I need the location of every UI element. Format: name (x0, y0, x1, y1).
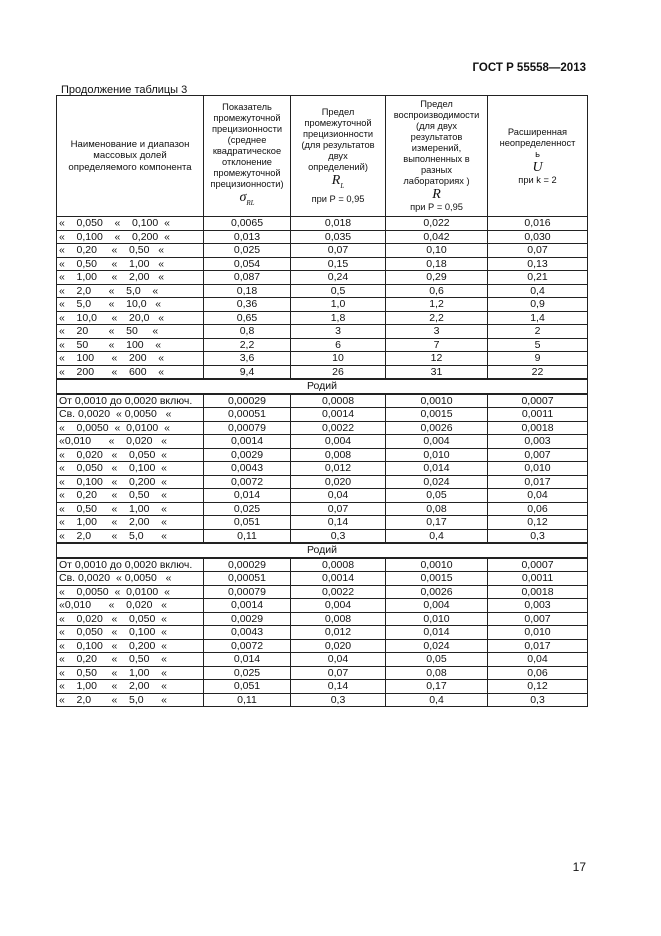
value-cell: 0,0026 (386, 585, 488, 599)
header-line: измерений, (411, 143, 462, 153)
value-cell: 0,17 (386, 680, 488, 694)
value-cell: 0,65 (204, 311, 291, 325)
value-cell: 0,0072 (204, 475, 291, 489)
table-row (57, 693, 588, 707)
table-row (57, 585, 588, 599)
header-line: выполненных в (403, 154, 470, 164)
value-cell: 0,18 (204, 284, 291, 298)
value-cell: 0,4 (488, 284, 588, 298)
value-cell: 0,003 (488, 599, 588, 613)
value-cell: 0,004 (291, 599, 386, 613)
header-reproducibility-limit (386, 96, 488, 217)
value-cell: 0,087 (204, 271, 291, 285)
value-cell: 0,07 (291, 502, 386, 516)
value-cell: 0,15 (291, 257, 386, 271)
value-cell: 0,010 (386, 612, 488, 626)
header-line: определяемого компонента (68, 161, 192, 173)
value-cell: 0,9 (488, 298, 588, 312)
header-line: ь (535, 148, 540, 159)
table-row (57, 612, 588, 626)
value-cell: 0,00079 (204, 421, 291, 435)
value-cell: 0,007 (488, 612, 588, 626)
value-cell: 0,017 (488, 639, 588, 653)
header-note: при Р = 0,95 (311, 193, 365, 204)
header-line: прецизионности (302, 129, 374, 140)
range-cell: « 0,050 « 0,100 « (57, 462, 204, 476)
value-cell: 22 (488, 365, 588, 379)
range-cell: « 2,0 « 5,0 « (57, 284, 204, 298)
section-header-row (57, 379, 588, 394)
value-cell: 0,0015 (386, 572, 488, 586)
value-cell: 0,0007 (488, 394, 588, 408)
value-cell: 0,21 (488, 271, 588, 285)
table-row (57, 257, 588, 271)
value-cell: 0,014 (386, 462, 488, 476)
value-cell: 0,025 (204, 502, 291, 516)
header-line: результатов (410, 132, 463, 142)
value-cell: 0,06 (488, 502, 588, 516)
range-cell: « 2,0 « 5,0 « (57, 529, 204, 543)
value-cell: 1,2 (386, 298, 488, 312)
table-row (57, 626, 588, 640)
table-row (57, 529, 588, 543)
table-row (57, 325, 588, 339)
range-cell: « 1,00 « 2,00 « (57, 516, 204, 530)
range-cell: «0,010 « 0,020 « (57, 599, 204, 613)
value-cell: 1,8 (291, 311, 386, 325)
value-cell: 0,007 (488, 448, 588, 462)
value-cell: 0,00079 (204, 585, 291, 599)
value-cell: 0,12 (488, 680, 588, 694)
value-cell: 0,010 (386, 448, 488, 462)
header-line: (среднее (227, 134, 267, 145)
value-cell: 9,4 (204, 365, 291, 379)
value-cell: 0,04 (488, 653, 588, 667)
table-row (57, 311, 588, 325)
range-cell: « 0,100 « 0,200 « (57, 475, 204, 489)
value-cell: 0,004 (386, 599, 488, 613)
section-header-row (57, 543, 588, 558)
table-row (57, 298, 588, 312)
value-cell: 0,0043 (204, 462, 291, 476)
table-row (57, 516, 588, 530)
range-cell: « 0,020 « 0,050 « (57, 448, 204, 462)
value-cell: 10 (291, 352, 386, 366)
section-title: Родий (57, 379, 588, 394)
value-cell: 0,012 (291, 626, 386, 640)
header-line: двух (328, 151, 348, 162)
value-cell: 0,0072 (204, 639, 291, 653)
value-cell: 0,020 (291, 475, 386, 489)
value-cell: 0,0015 (386, 408, 488, 422)
value-cell: 0,0010 (386, 558, 488, 572)
header-line: Наименование и диапазон (70, 138, 190, 150)
table-row (57, 639, 588, 653)
value-cell: 3,6 (204, 352, 291, 366)
header-symbol: $R_L$ (331, 173, 345, 190)
value-cell: 0,3 (291, 529, 386, 543)
value-cell: 0,11 (204, 693, 291, 707)
table-row (57, 284, 588, 298)
value-cell: 0,8 (204, 325, 291, 339)
value-cell: 0,3 (488, 529, 588, 543)
value-cell: 3 (386, 325, 488, 339)
value-cell: 0,0014 (204, 435, 291, 449)
header-line: лабораториях ) (403, 176, 470, 186)
table-row (57, 271, 588, 285)
table-row (57, 489, 588, 503)
table-row (57, 244, 588, 258)
section-title: Родий (57, 543, 588, 558)
value-cell: 0,030 (488, 230, 588, 244)
table-row (57, 502, 588, 516)
value-cell: 0,10 (386, 244, 488, 258)
value-cell: 0,0043 (204, 626, 291, 640)
value-cell: 0,0022 (291, 585, 386, 599)
range-cell: « 100 « 200 « (57, 352, 204, 366)
value-cell: 12 (386, 352, 488, 366)
range-cell: « 0,020 « 0,050 « (57, 612, 204, 626)
range-cell: « 0,0050 « 0,0100 « (57, 585, 204, 599)
value-cell: 0,0029 (204, 612, 291, 626)
header-symbol-subscript: RL (246, 198, 255, 207)
value-cell: 0,003 (488, 435, 588, 449)
header-line: квадратическое (212, 145, 282, 156)
header-expanded-uncertainty (488, 96, 588, 217)
value-cell: 0,12 (488, 516, 588, 530)
range-cell: « 0,100 « 0,200 « (57, 639, 204, 653)
range-cell: « 0,0050 « 0,0100 « (57, 421, 204, 435)
header-intermediate-limit (291, 96, 386, 217)
header-row (57, 96, 588, 217)
header-line: Показатель (222, 101, 272, 112)
value-cell: 2,2 (204, 338, 291, 352)
value-cell: 0,035 (291, 230, 386, 244)
table-row (57, 365, 588, 379)
header-symbol: $\sigma_{RL}$ (239, 189, 255, 207)
range-cell: « 0,50 « 1,00 « (57, 502, 204, 516)
value-cell: 0,010 (488, 626, 588, 640)
table-row (57, 435, 588, 449)
value-cell: 0,051 (204, 516, 291, 530)
value-cell: 0,025 (204, 666, 291, 680)
precision-table (56, 95, 588, 707)
value-cell: 0,014 (204, 489, 291, 503)
range-cell: От 0,0010 до 0,0020 включ. (57, 394, 204, 408)
range-cell: « 200 « 600 « (57, 365, 204, 379)
value-cell: 0,04 (488, 489, 588, 503)
header-line: массовых долей (93, 150, 167, 162)
range-cell: « 0,100 « 0,200 « (57, 230, 204, 244)
range-cell: « 10,0 « 20,0 « (57, 311, 204, 325)
value-cell: 0,04 (291, 653, 386, 667)
table-row (57, 599, 588, 613)
value-cell: 0,0011 (488, 572, 588, 586)
value-cell: 1,0 (291, 298, 386, 312)
range-cell: « 0,050 « 0,100 « (57, 626, 204, 640)
value-cell: 0,0018 (488, 585, 588, 599)
value-cell: 9 (488, 352, 588, 366)
table-row (57, 680, 588, 694)
value-cell: 0,14 (291, 516, 386, 530)
value-cell: 0,07 (488, 244, 588, 258)
value-cell: 0,14 (291, 680, 386, 694)
table-row (57, 394, 588, 408)
value-cell: 0,05 (386, 489, 488, 503)
table-row (57, 462, 588, 476)
range-cell: « 20 « 50 « (57, 325, 204, 339)
header-line: прецизионности (211, 123, 283, 134)
value-cell: 0,05 (386, 653, 488, 667)
document-code: ГОСТ Р 55558—2013 (472, 62, 586, 74)
value-cell: 0,36 (204, 298, 291, 312)
value-cell: 2,2 (386, 311, 488, 325)
header-line: Предел (420, 99, 453, 109)
table-caption: Продолжение таблицы 3 (61, 84, 188, 96)
range-cell: « 0,050 « 0,100 « (57, 217, 204, 231)
header-line: Расширенная (507, 126, 568, 137)
table-row (57, 572, 588, 586)
value-cell: 0,0010 (386, 394, 488, 408)
value-cell: 0,0029 (204, 448, 291, 462)
header-line: Предел (321, 107, 355, 118)
value-cell: 0,020 (291, 639, 386, 653)
value-cell: 0,024 (386, 639, 488, 653)
value-cell: 0,051 (204, 680, 291, 694)
value-cell: 0,0007 (488, 558, 588, 572)
value-cell: 0,6 (386, 284, 488, 298)
value-cell: 0,004 (386, 435, 488, 449)
value-cell: 0,08 (386, 502, 488, 516)
value-cell: 0,04 (291, 489, 386, 503)
value-cell: 0,00029 (204, 394, 291, 408)
table-row (57, 352, 588, 366)
value-cell: 0,025 (204, 244, 291, 258)
value-cell: 0,016 (488, 217, 588, 231)
value-cell: 0,024 (386, 475, 488, 489)
table-row (57, 230, 588, 244)
value-cell: 0,4 (386, 693, 488, 707)
value-cell: 0,0014 (291, 408, 386, 422)
value-cell: 2 (488, 325, 588, 339)
value-cell: 0,0008 (291, 558, 386, 572)
header-intermediate-precision (204, 96, 291, 217)
value-cell: 31 (386, 365, 488, 379)
header-line: неопределенност (499, 137, 576, 148)
value-cell: 0,004 (291, 435, 386, 449)
table-row (57, 558, 588, 572)
value-cell: 0,042 (386, 230, 488, 244)
header-note: при k = 2 (518, 174, 557, 185)
value-cell: 0,0026 (386, 421, 488, 435)
value-cell: 0,5 (291, 284, 386, 298)
value-cell: 0,11 (204, 529, 291, 543)
range-cell: « 1,00 « 2,00 « (57, 271, 204, 285)
value-cell: 0,010 (488, 462, 588, 476)
value-cell: 0,012 (291, 462, 386, 476)
value-cell: 0,054 (204, 257, 291, 271)
value-cell: 6 (291, 338, 386, 352)
value-cell: 0,07 (291, 244, 386, 258)
value-cell: 5 (488, 338, 588, 352)
range-cell: « 0,20 « 0,50 « (57, 653, 204, 667)
range-cell: « 2,0 « 5,0 « (57, 693, 204, 707)
range-cell: От 0,0010 до 0,0020 включ. (57, 558, 204, 572)
value-cell: 0,24 (291, 271, 386, 285)
value-cell: 0,06 (488, 666, 588, 680)
value-cell: 0,022 (386, 217, 488, 231)
value-cell: 0,29 (386, 271, 488, 285)
table-row (57, 666, 588, 680)
header-line: (для двух (415, 121, 458, 131)
range-cell: «0,010 « 0,020 « (57, 435, 204, 449)
value-cell: 0,07 (291, 666, 386, 680)
value-cell: 0,018 (291, 217, 386, 231)
value-cell: 0,13 (488, 257, 588, 271)
value-cell: 1,4 (488, 311, 588, 325)
value-cell: 0,013 (204, 230, 291, 244)
value-cell: 0,08 (386, 666, 488, 680)
header-line: (для результатов (301, 140, 375, 151)
table-row (57, 408, 588, 422)
value-cell: 26 (291, 365, 386, 379)
range-cell: « 0,20 « 0,50 « (57, 489, 204, 503)
range-cell: « 50 « 100 « (57, 338, 204, 352)
value-cell: 0,0065 (204, 217, 291, 231)
header-note: при Р = 0,95 (410, 202, 463, 212)
value-cell: 0,0008 (291, 394, 386, 408)
header-line: воспроизводимости (393, 110, 480, 120)
value-cell: 0,00029 (204, 558, 291, 572)
header-line: промежуточной (304, 118, 372, 129)
header-line: определений) (308, 162, 368, 173)
value-cell: 0,008 (291, 448, 386, 462)
range-cell: « 0,20 « 0,50 « (57, 244, 204, 258)
table-row (57, 217, 588, 231)
value-cell: 0,014 (386, 626, 488, 640)
value-cell: 3 (291, 325, 386, 339)
header-symbol: R (432, 187, 441, 202)
value-cell: 0,008 (291, 612, 386, 626)
value-cell: 0,017 (488, 475, 588, 489)
value-cell: 0,014 (204, 653, 291, 667)
value-cell: 0,00051 (204, 572, 291, 586)
header-symbol-subscript: L (340, 181, 345, 190)
range-cell: « 1,00 « 2,00 « (57, 680, 204, 694)
range-cell: Св. 0,0020 « 0,0050 « (57, 572, 204, 586)
table-row (57, 421, 588, 435)
header-range (57, 96, 204, 217)
table-row (57, 448, 588, 462)
value-cell: 0,0022 (291, 421, 386, 435)
header-line: разных (421, 165, 452, 175)
table-row (57, 475, 588, 489)
header-symbol: U (532, 159, 543, 175)
table-row (57, 338, 588, 352)
header-line: промежуточной (213, 167, 281, 178)
table-row (57, 653, 588, 667)
value-cell: 0,00051 (204, 408, 291, 422)
header-line: прецизионности) (210, 178, 284, 189)
range-cell: « 0,50 « 1,00 « (57, 257, 204, 271)
header-line: отклонение (222, 156, 272, 167)
header-line: промежуточной (213, 112, 281, 123)
page-number: 17 (572, 860, 586, 874)
value-cell: 0,0014 (204, 599, 291, 613)
value-cell: 0,0011 (488, 408, 588, 422)
value-cell: 0,17 (386, 516, 488, 530)
value-cell: 0,3 (291, 693, 386, 707)
range-cell: Св. 0,0020 « 0,0050 « (57, 408, 204, 422)
value-cell: 0,18 (386, 257, 488, 271)
value-cell: 0,0014 (291, 572, 386, 586)
value-cell: 7 (386, 338, 488, 352)
value-cell: 0,0018 (488, 421, 588, 435)
value-cell: 0,4 (386, 529, 488, 543)
range-cell: « 5,0 « 10,0 « (57, 298, 204, 312)
value-cell: 0,3 (488, 693, 588, 707)
range-cell: « 0,50 « 1,00 « (57, 666, 204, 680)
